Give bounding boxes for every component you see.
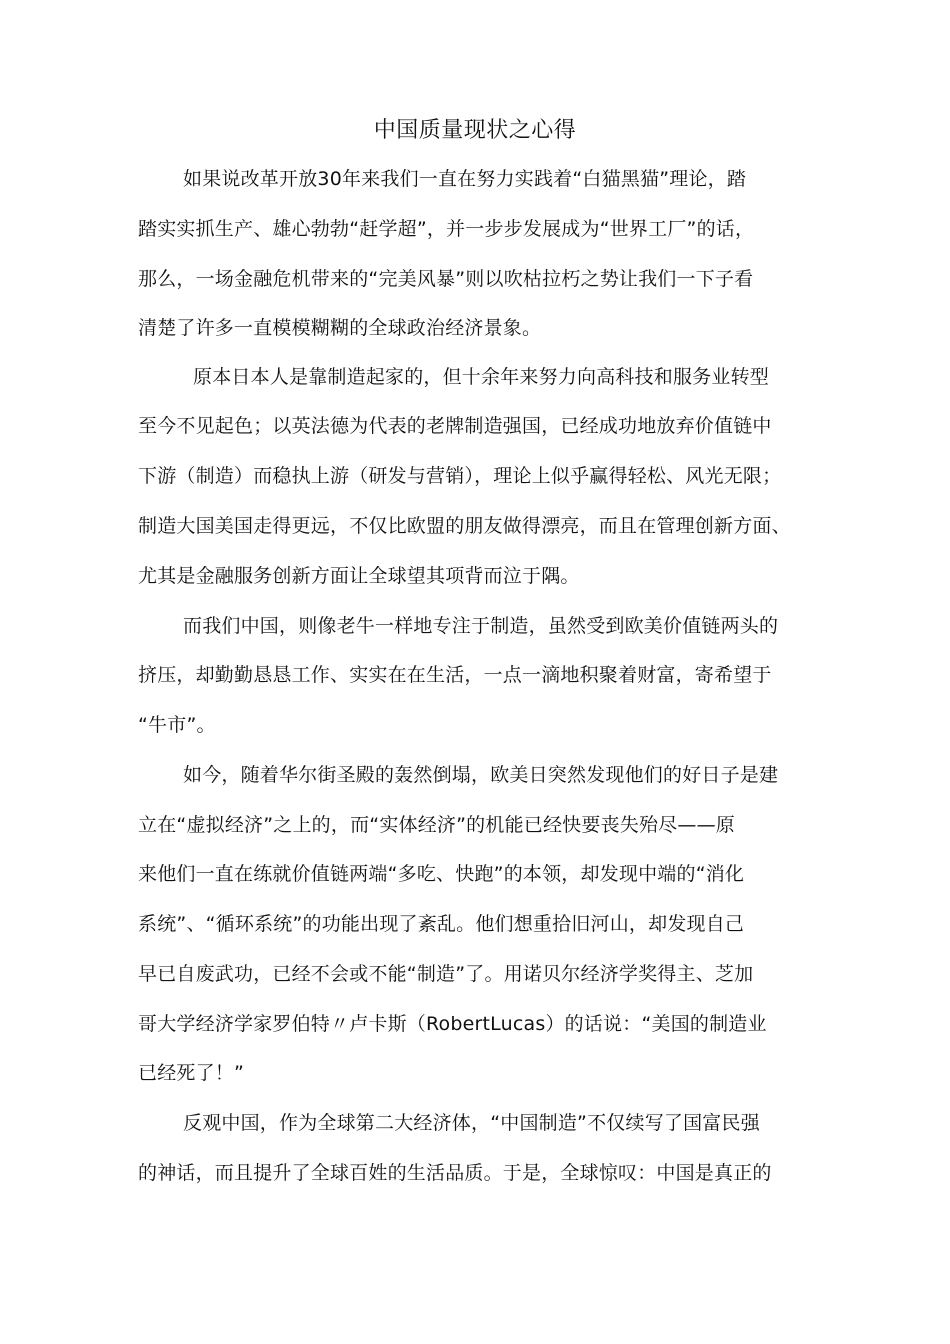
text-line: 下游（制造）而稳执上游（研发与营销），理论上似乎赢得轻松、风光无限；	[138, 465, 782, 487]
text-line: 那么，一场金融危机带来的“完美风暴”则以吹枯拉朽之势让我们一下子看	[138, 268, 754, 290]
text-line: 如今，随着华尔街圣殿的轰然倒塌，欧美日突然发现他们的好日子是建	[183, 764, 779, 786]
text-line: 而我们中国，则像老牛一样地专注于制造，虽然受到欧美价值链两头的	[183, 615, 779, 637]
text-line: 清楚了许多一直模模糊糊的全球政治经济景象。	[138, 317, 542, 339]
text-line: 尤其是金融服务创新方面让全球望其项背而泣于隅。	[138, 565, 580, 587]
text-line: 挤压，却勤勤恳恳工作、实实在在生活，一点一滴地积聚着财富，寄希望于	[138, 664, 772, 686]
text-line: “牛市”。	[138, 714, 216, 736]
text-line: 至今不见起色；以英法德为代表的老牌制造强国，已经成功地放弃价值链中	[138, 415, 772, 437]
text-line: 来他们一直在练就价值链两端“多吃、快跑”的本领，却发现中端的“消化	[138, 863, 745, 885]
text-line: 如果说改革开放30年来我们一直在努力实践着“白猫黑猫”理论，踏	[183, 168, 747, 190]
text-line: 系统”、“循环系统”的功能出现了紊乱。他们想重拾旧河山，却发现自己	[138, 913, 745, 935]
text-line: 原本日本人是靠制造起家的，但十余年来努力向高科技和服务业转型	[193, 366, 770, 388]
text-line: 的神话，而且提升了全球百姓的生活品质。于是，全球惊叹：中国是真正的	[138, 1162, 772, 1184]
text-line: 制造大国美国走得更远，不仅比欧盟的朋友做得漂亮，而且在管理创新方面、	[138, 515, 791, 537]
text-line: 已经死了！”	[138, 1062, 245, 1084]
text-line: 立在“虚拟经济”之上的，而“实体经济”的机能已经快要丧失殆尽——原	[138, 814, 735, 836]
document-title: 中国质量现状之心得	[373, 118, 577, 143]
text-line: 早已自废武功，已经不会或不能“制造”了。用诺贝尔经济学奖得主、芝加	[138, 963, 754, 985]
text-line: 哥大学经济学家罗伯特〃卢卡斯（RobertLucas）的话说：“美国的制造业	[138, 1013, 767, 1035]
text-line: 踏实实抓生产、雄心勃勃“赶学超”，并一步步发展成为“世界工厂”的话，	[138, 218, 755, 240]
text-line: 反观中国，作为全球第二大经济体，“中国制造”不仅续写了国富民强	[183, 1112, 760, 1134]
